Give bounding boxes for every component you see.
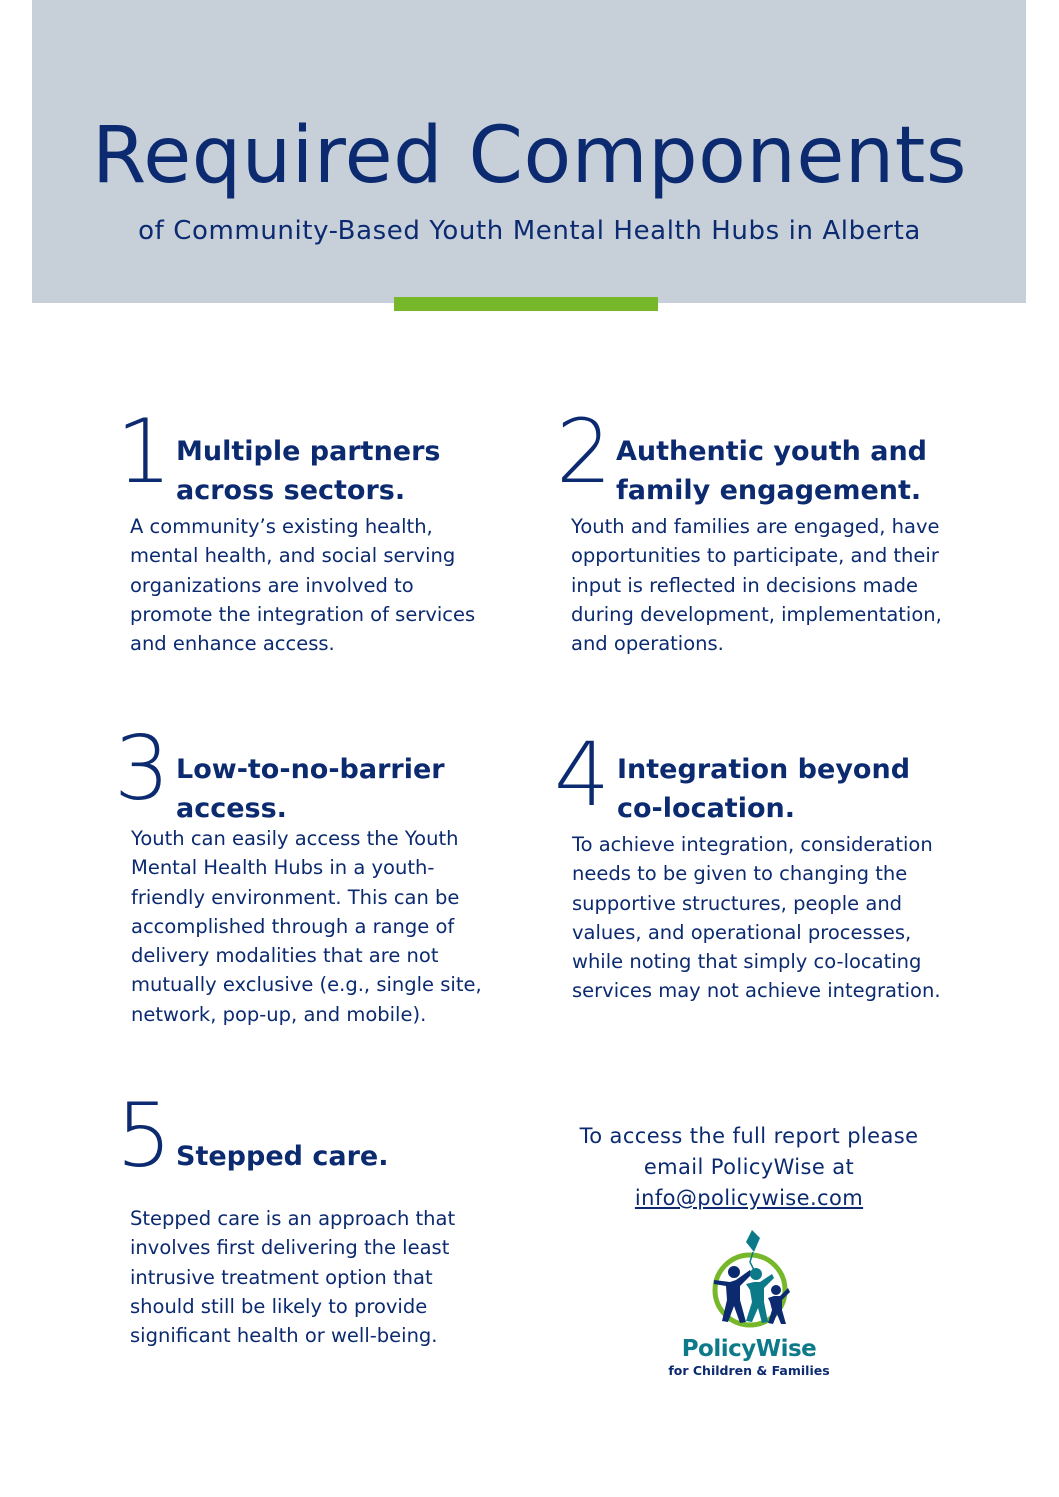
component-body: Youth can easily access the Youth Mental Health Hubs in a youth-friendly environment. This can be accomplished through a range of delivery modalities that are not mutually exclusive (e.g., single site, network, pop-up, and mobile). <box>131 827 482 1026</box>
component-body: A community’s existing health, mental health, and social serving organizations are involved to promote the integration of services and enhance access. <box>130 515 476 656</box>
component-number: 2 <box>556 400 612 503</box>
page-subtitle: of Community-Based Youth Mental Health Hubs in Alberta <box>138 216 921 246</box>
component-heading: Stepped care. <box>176 1141 389 1172</box>
component-number: 1 <box>116 400 172 503</box>
contact-block <box>560 1121 938 1214</box>
accent-bar <box>394 297 658 311</box>
component-number: 3 <box>114 717 170 820</box>
contact-email-link[interactable]: info@policywise.com <box>634 1186 864 1210</box>
policywise-logo <box>664 1226 834 1386</box>
logo-figures-icon <box>664 1226 834 1336</box>
component-heading: Authentic youth and family engagement. <box>616 436 928 506</box>
component-body: To achieve integration, consideration needs to be given to changing the supportive structures, people and values, and operational processes, while noting that simply co-locating services may not achieve integration. <box>572 833 941 1003</box>
component-number: 4 <box>554 723 610 826</box>
component-body: Stepped care is an approach that involves first delivering the least intrusive treatment option that should still be likely to provide significant health or well-being. <box>130 1207 456 1348</box>
component-heading: Multiple partners across sectors. <box>176 436 441 506</box>
logo-name: PolicyWise <box>681 1336 817 1362</box>
component-heading: Integration beyond co-location. <box>617 754 911 824</box>
logo-tagline: for Children & Families <box>668 1363 830 1378</box>
contact-text: To access the full report please email PolicyWise at <box>579 1124 919 1179</box>
component-body: Youth and families are engaged, have opportunities to participate, and their input is reflected in decisions made during development, implementation, and operations. <box>571 515 942 656</box>
component-heading: Low-to-no-barrier access. <box>176 754 445 824</box>
component-number: 5 <box>116 1084 172 1187</box>
page-title: Required Components <box>92 111 967 201</box>
